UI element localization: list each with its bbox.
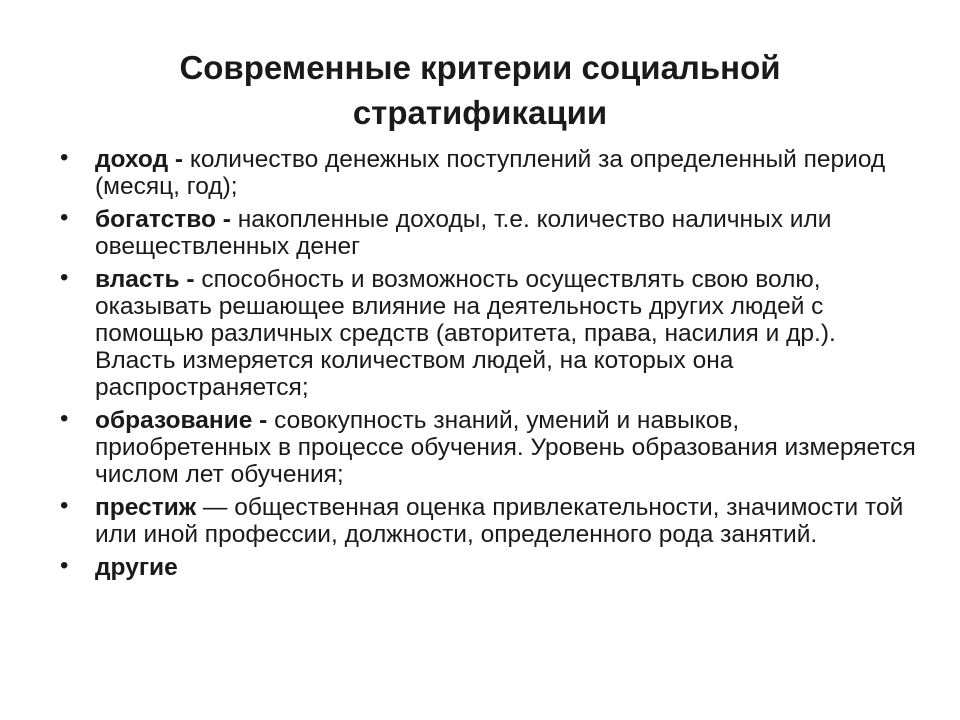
list-item-wealth <box>60 206 920 260</box>
definition-education: совокупность знаний, умений и навыков, приобретенных в процессе обучения. Уровень образования измеряется числом лет обучения; <box>95 407 916 488</box>
slide-title-line-2: стратификации <box>352 94 608 131</box>
term-prestige: престиж <box>95 494 197 521</box>
definition-income: количество денежных поступлений за определенный период (месяц, год); <box>95 146 886 200</box>
term-income: доход - <box>95 146 190 173</box>
bullet-icon: • <box>60 405 69 432</box>
term-power: власть - <box>95 266 202 293</box>
definition-power: способность и возможность осуществлять свою волю, оказывать решающее влияние на деятельность других людей с помощью различных средств (авторитета, права, насилия и др.). Власть измеряется количеством людей, на которых она распространяется; <box>95 266 836 401</box>
term-education: образование - <box>95 407 275 434</box>
list-item-power <box>60 266 920 401</box>
term-other: другие <box>95 554 178 581</box>
term-prestige-separator: — <box>196 494 235 521</box>
bullet-icon: • <box>60 264 69 291</box>
term-wealth: богатство - <box>95 206 238 233</box>
slide-title <box>60 45 900 135</box>
criteria-list <box>60 146 920 587</box>
bullet-icon: • <box>60 552 69 579</box>
list-item-income <box>60 146 920 200</box>
definition-wealth: накопленные доходы, т.е. количество наличных или овеществленных денег <box>95 206 832 260</box>
bullet-icon: • <box>60 204 69 231</box>
list-item-other <box>60 554 920 581</box>
bullet-icon: • <box>60 144 69 171</box>
definition-prestige: общественная оценка привлекательности, значимости той или иной профессии, должности, определенного рода занятий. <box>95 494 904 548</box>
slide-title-line-1: Современные критерии социальной <box>179 49 781 86</box>
list-item-prestige <box>60 494 920 548</box>
list-item-education <box>60 407 920 488</box>
bullet-icon: • <box>60 492 69 519</box>
